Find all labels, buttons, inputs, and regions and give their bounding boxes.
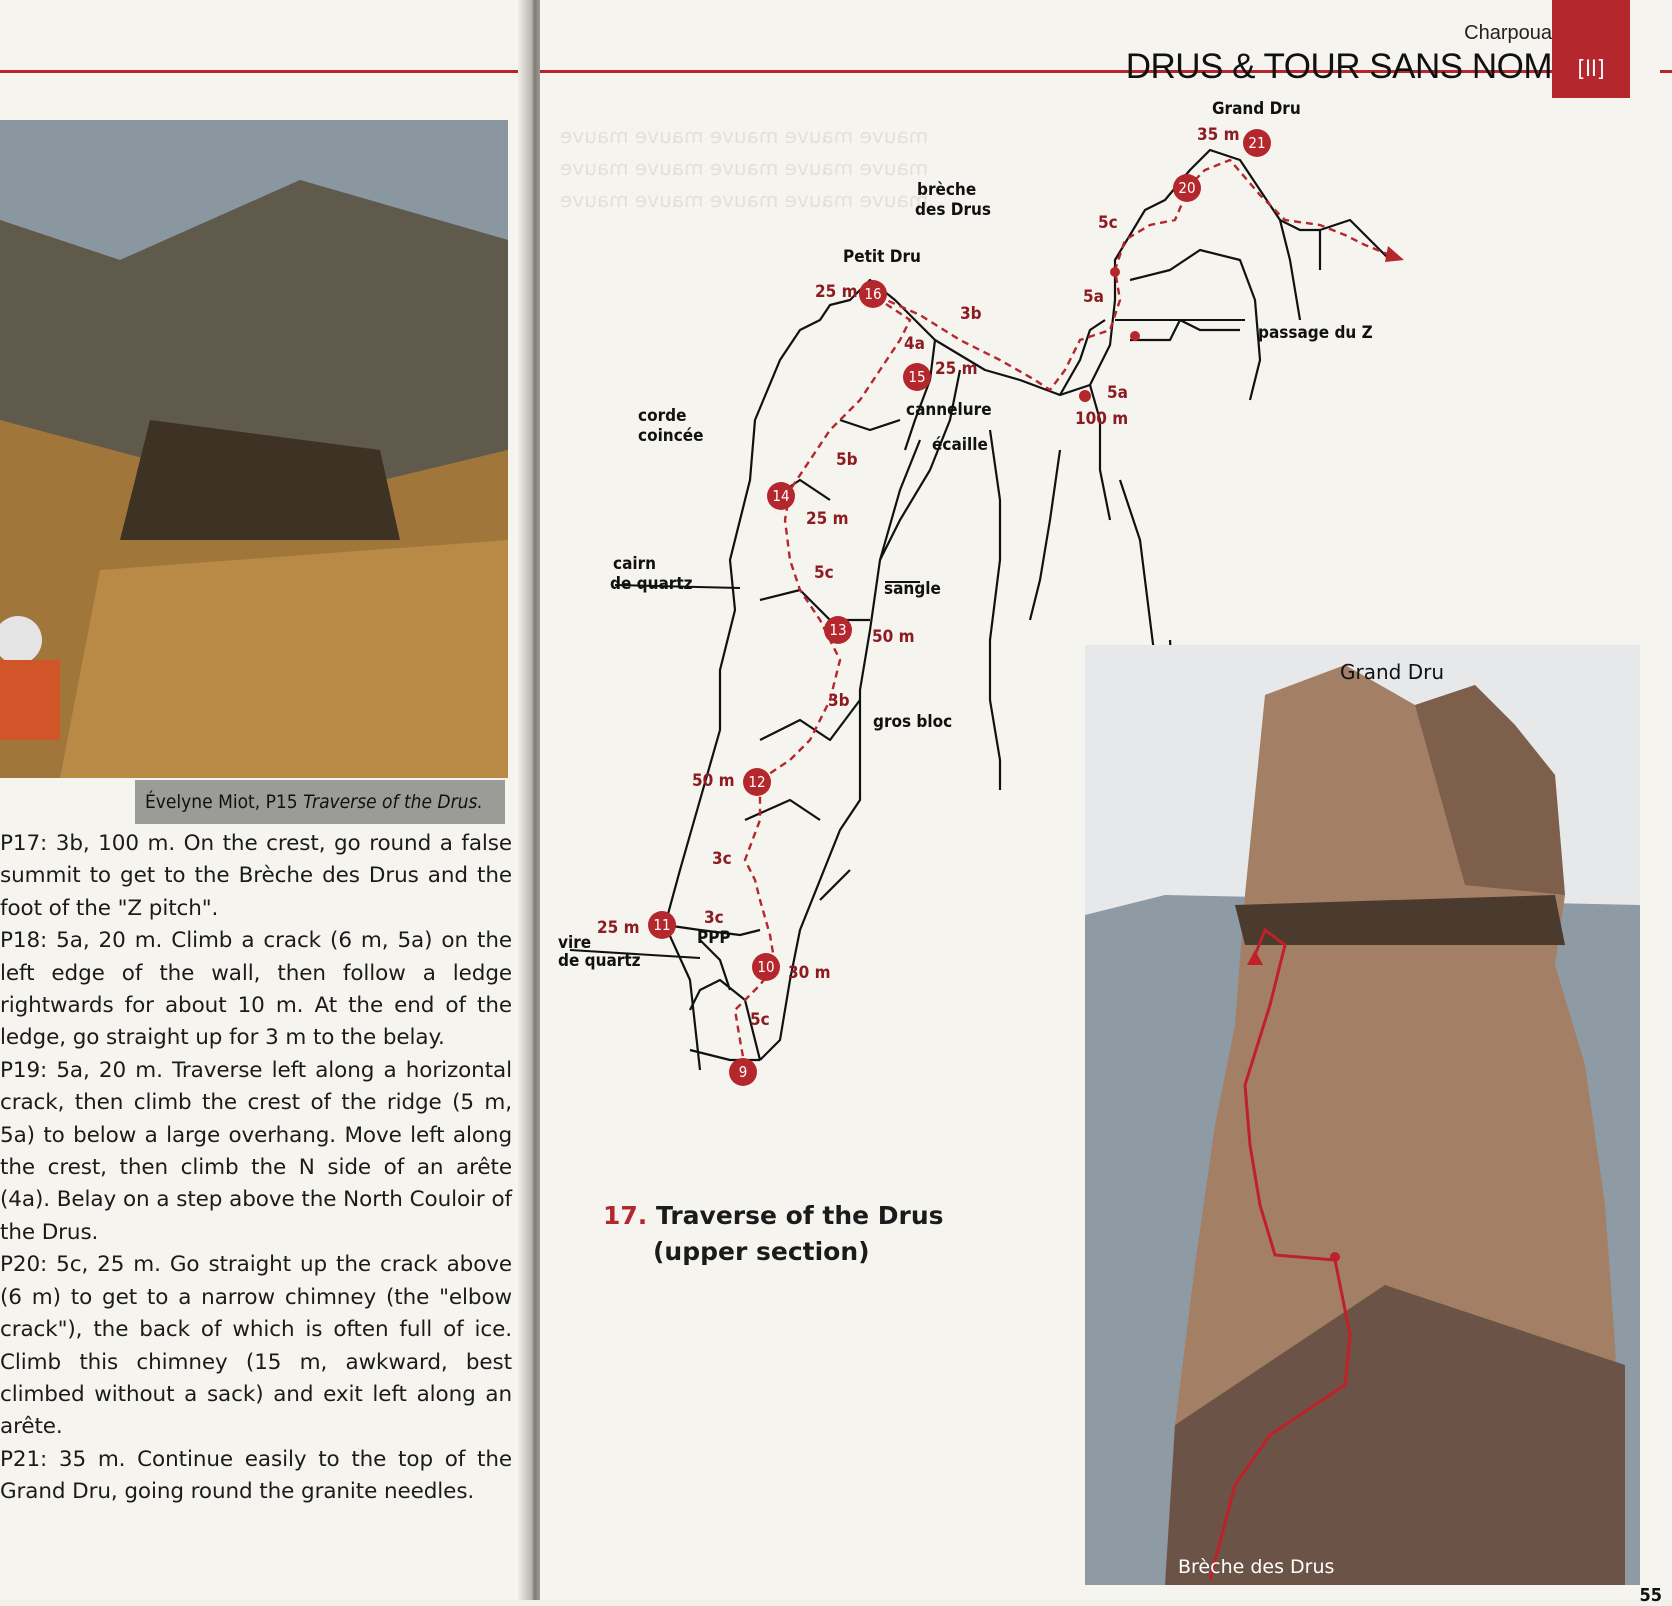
belay-10: [752, 953, 780, 981]
pitch-p17: P17: 3b, 100 m. On the crest, go round a false summit to get to the Brèche des Drus and the foot of the "Z pitch".: [0, 831, 512, 921]
belay-9: [729, 1058, 757, 1086]
svg-text:20: 20: [1178, 179, 1196, 197]
pitch-p18: P18: 5a, 20 m. Climb a crack (6 m, 5a) on the left edge of the wall, then follow a ledge rightwards for about 10 m. At the end of the ledge, go straight up for 3 m to the belay.: [0, 928, 512, 1051]
belay-15: [903, 363, 931, 391]
belay-dot-z2: [1130, 331, 1140, 341]
pitch-p21: P21: 35 m. Continue easily to the top of the Grand Dru, going round the granite needles.: [0, 1446, 512, 1505]
label-grand-dru: Grand Dru: [1212, 99, 1301, 119]
label-cannelure: cannelure: [906, 400, 992, 420]
label-ecaille: écaille: [932, 435, 988, 455]
grand-dru-photo: [1085, 645, 1640, 1585]
grade-4a: 4a: [904, 334, 925, 354]
grade-15: 25 m: [935, 359, 978, 379]
grade-5c-low: 5c: [750, 1010, 770, 1030]
label-petit-dru: Petit Dru: [843, 247, 921, 267]
pitch-p19: P19: 5a, 20 m. Traverse left along a horizontal crack, then climb the crest of the ridge (5 m, 5a) to below a large overhang. Move left along the crest, then climb the N side of an arête (4a). Belay on a step above the North Couloir of the Drus.: [0, 1057, 512, 1245]
grade-5c-mid: 5c: [814, 563, 834, 583]
label-coincee: coincée: [638, 426, 704, 446]
svg-text:21: 21: [1248, 134, 1266, 152]
label-des-drus: des Drus: [915, 200, 991, 220]
belay-12: [743, 768, 771, 796]
grade-3b-top: 3b: [960, 304, 982, 324]
belay-16: [859, 280, 887, 308]
grade-12: 50 m: [692, 771, 735, 791]
label-vire: vire: [558, 933, 592, 953]
label-sangle: sangle: [884, 579, 941, 599]
svg-text:16: 16: [864, 285, 882, 303]
grand-dru-photo-art: [1085, 645, 1640, 1585]
svg-text:11: 11: [653, 916, 671, 934]
label-breche: brèche: [917, 180, 977, 200]
svg-text:9: 9: [738, 1063, 748, 1081]
belay-13: [824, 616, 852, 644]
grade-11: 25 m: [597, 918, 640, 938]
label-gros-bloc: gros bloc: [873, 712, 953, 732]
caption-name: Évelyne Miot, P15: [145, 791, 304, 813]
photo-label-grand-dru: Grand Dru: [1340, 660, 1445, 684]
grade-5c-top: 5c: [1098, 213, 1118, 233]
svg-text:13: 13: [829, 621, 847, 639]
bleed-through-text: mauve mauve mauve mauve mauve mauve mauve mauve mauve mauve mauve mauve mauve mauve mauve: [560, 124, 929, 212]
section-subtitle: Charpoua: [1464, 22, 1552, 44]
grade-5b: 5b: [836, 450, 858, 470]
photo-label-breche: Brèche des Drus: [1178, 1556, 1335, 1578]
grade-16: 25 m: [815, 282, 858, 302]
label-de-quartz-2: de quartz: [558, 951, 641, 971]
svg-text:14: 14: [772, 487, 790, 505]
belay-21: [1243, 129, 1271, 157]
chapter-tab: [II]: [1552, 0, 1630, 98]
belay-dot-breche: [1079, 390, 1091, 402]
grade-5a-top: 5a: [1083, 287, 1104, 307]
belay-dot-z: [1110, 267, 1120, 277]
svg-text:15: 15: [908, 368, 926, 386]
belay-20: [1173, 174, 1201, 202]
page-number: 55: [1639, 1585, 1662, 1606]
route-arrow: [1385, 246, 1404, 262]
belay-14: [767, 482, 795, 510]
label-ppp: PPP: [697, 928, 731, 948]
label-de-quartz: de quartz: [610, 574, 693, 594]
route-title-line1: Traverse of the Drus: [656, 1201, 944, 1230]
grade-14: 25 m: [806, 509, 849, 529]
belay-11: [648, 911, 676, 939]
grade-13: 50 m: [872, 627, 915, 647]
pitch-p20: P20: 5c, 25 m. Go straight up the crack above (6 m) to get to a narrow chimney (the "elbow crack"), the back of which is often full of ice. Climb this chimney (15 m, awkward, best climbed without a sack) and exit left along an arête.: [0, 1252, 512, 1440]
label-cairn: cairn: [613, 554, 657, 574]
grade-3c-a: 3c: [712, 849, 732, 869]
grade-3c-b: 3c: [704, 908, 724, 928]
svg-text:10: 10: [757, 958, 775, 976]
route-title-line2: (upper section): [653, 1237, 870, 1266]
route-number: 17.: [603, 1201, 648, 1230]
grade-3b-low: 3b: [828, 691, 850, 711]
label-corde: corde: [638, 406, 687, 426]
grade-21: 35 m: [1197, 125, 1240, 145]
label-passage-z: passage du Z: [1258, 323, 1373, 343]
grade-10: 30 m: [788, 963, 831, 983]
grade-5a-mid: 5a: [1107, 383, 1128, 403]
svg-text:12: 12: [748, 773, 766, 791]
grade-100m: 100 m: [1075, 409, 1129, 429]
caption-route: Traverse of the Drus.: [303, 791, 483, 813]
route-title: [603, 1198, 944, 1270]
section-title: DRUS & TOUR SANS NOM: [1125, 47, 1552, 86]
